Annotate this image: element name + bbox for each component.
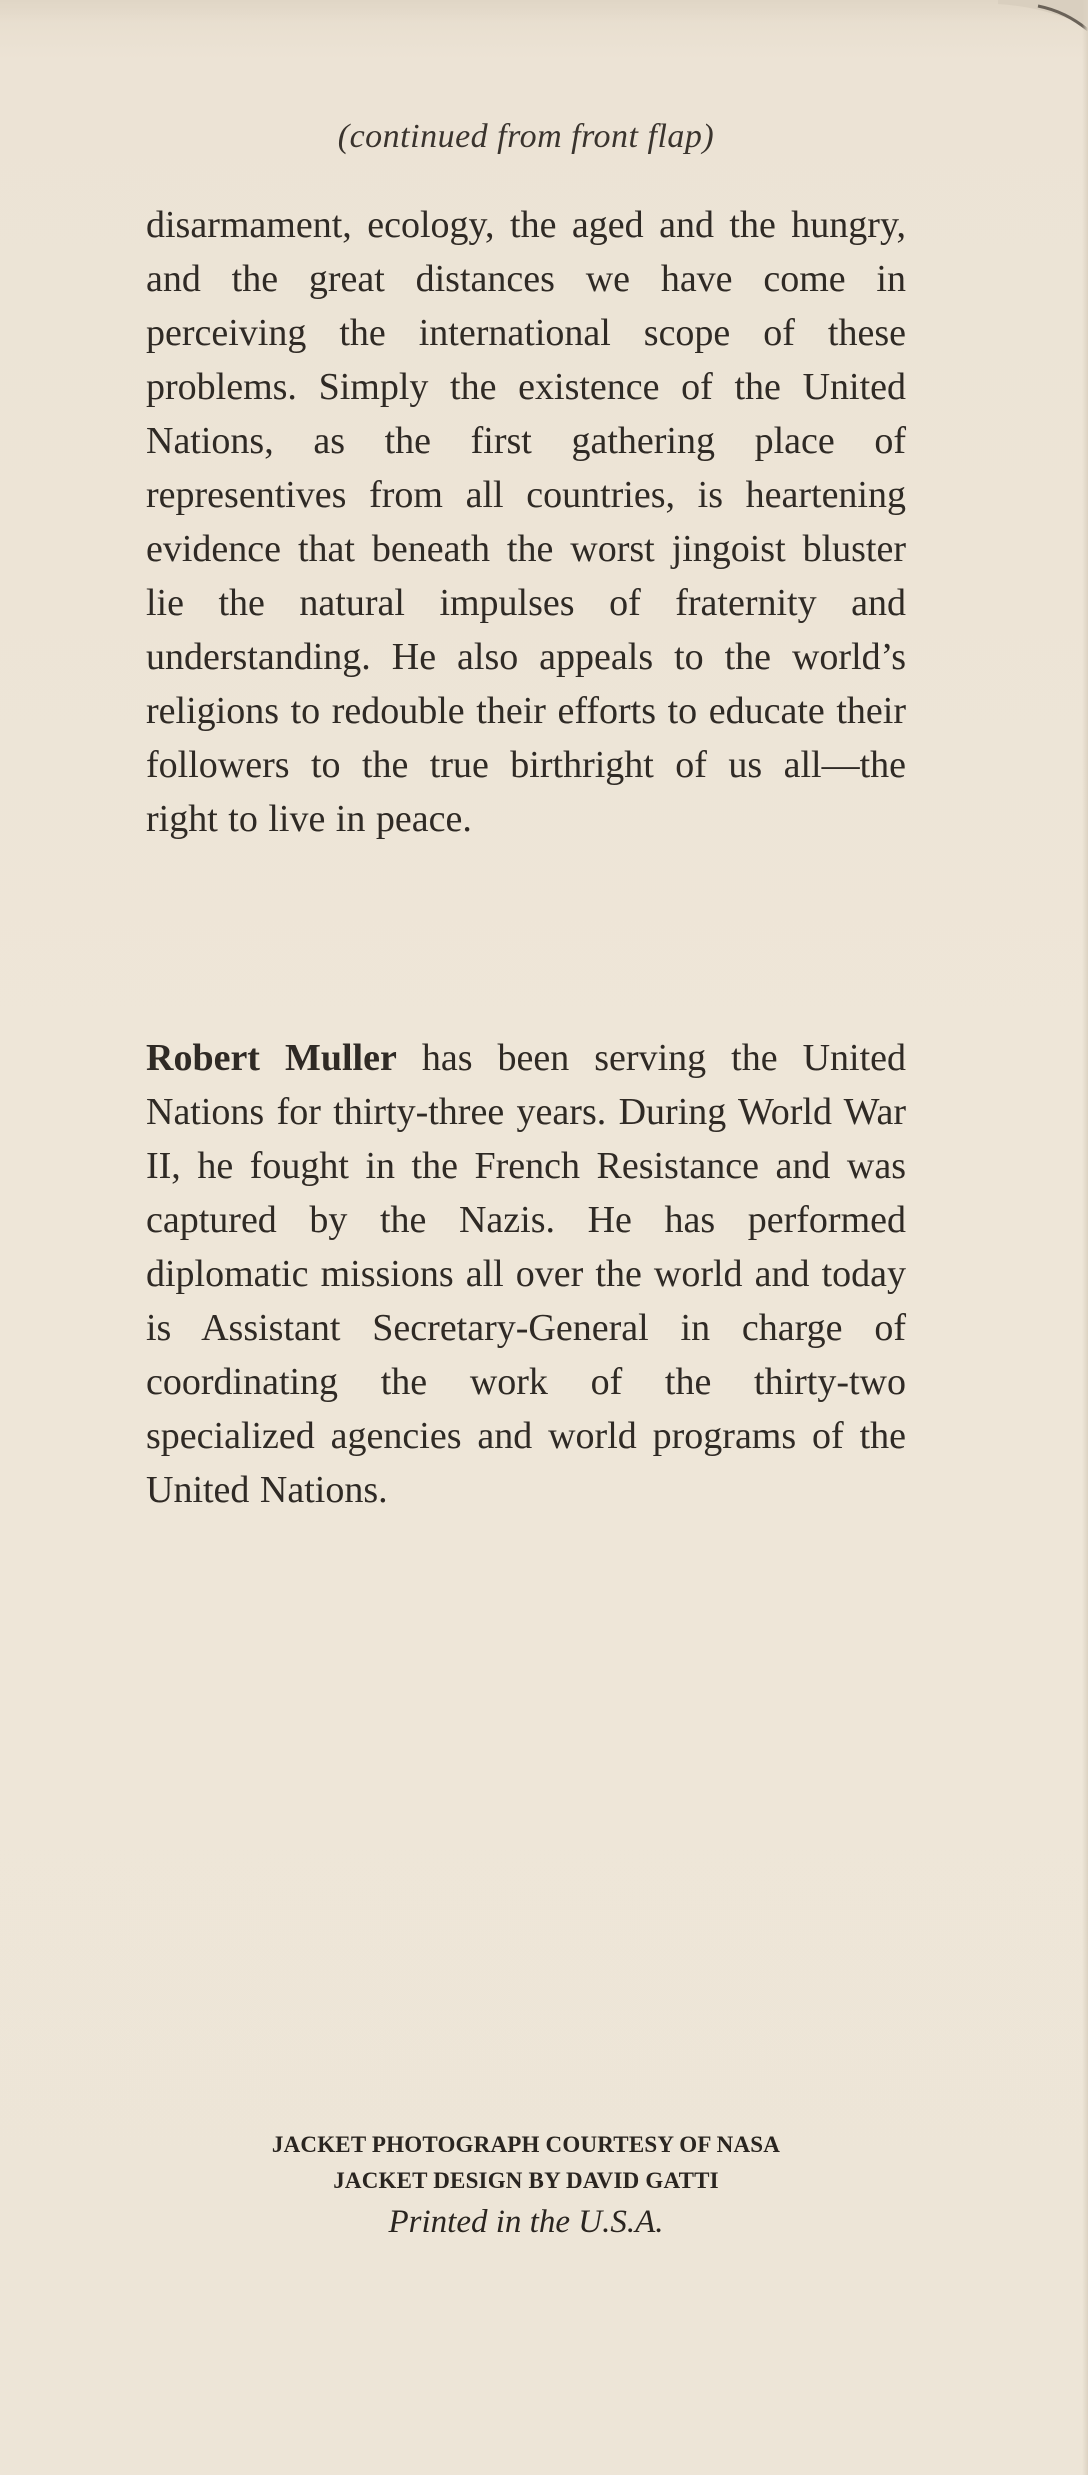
author-bio-text: has been serving the United Nations for thirty-three years. During World War II, he fought in the French Resistance and was captured by the Nazis. He has performed diplomatic missions all over the world and today is Assistant Secretary-General in charge of coordinating the work of the thirty-two specialized agencies and world programs of the United Nations. [146, 1037, 906, 1511]
description-paragraph: disarmament, ecology, the aged and the hungry, and the great distances we have come in perceiving the international scope of these problems. Simply the existence of the United Nations, as the first gathering place of representives from all countries, is heartening evidence that beneath the worst jingoist bluster lie the natural impulses of fraternity and understanding. He also appeals to the world’s religions to redouble their efforts to educate their followers to the true birthright of us all—the right to live in peace. [146, 204, 906, 840]
design-credit: JACKET DESIGN BY DAVID GATTI [333, 2168, 719, 2193]
photo-credit: JACKET PHOTOGRAPH COURTESY OF NASA [271, 2132, 781, 2157]
printed-in-note: Printed in the U.S.A. [388, 2204, 664, 2240]
continued-note: (continued from front flap) [337, 118, 715, 155]
author-name: Robert Muller [146, 1037, 397, 1079]
author-bio-paragraph [146, 1031, 906, 1517]
corner-tear-mark [998, 0, 1088, 40]
flap-top-edge [0, 0, 1088, 22]
jacket-credits [146, 2127, 906, 2243]
flap-right-edge [1082, 0, 1088, 2475]
